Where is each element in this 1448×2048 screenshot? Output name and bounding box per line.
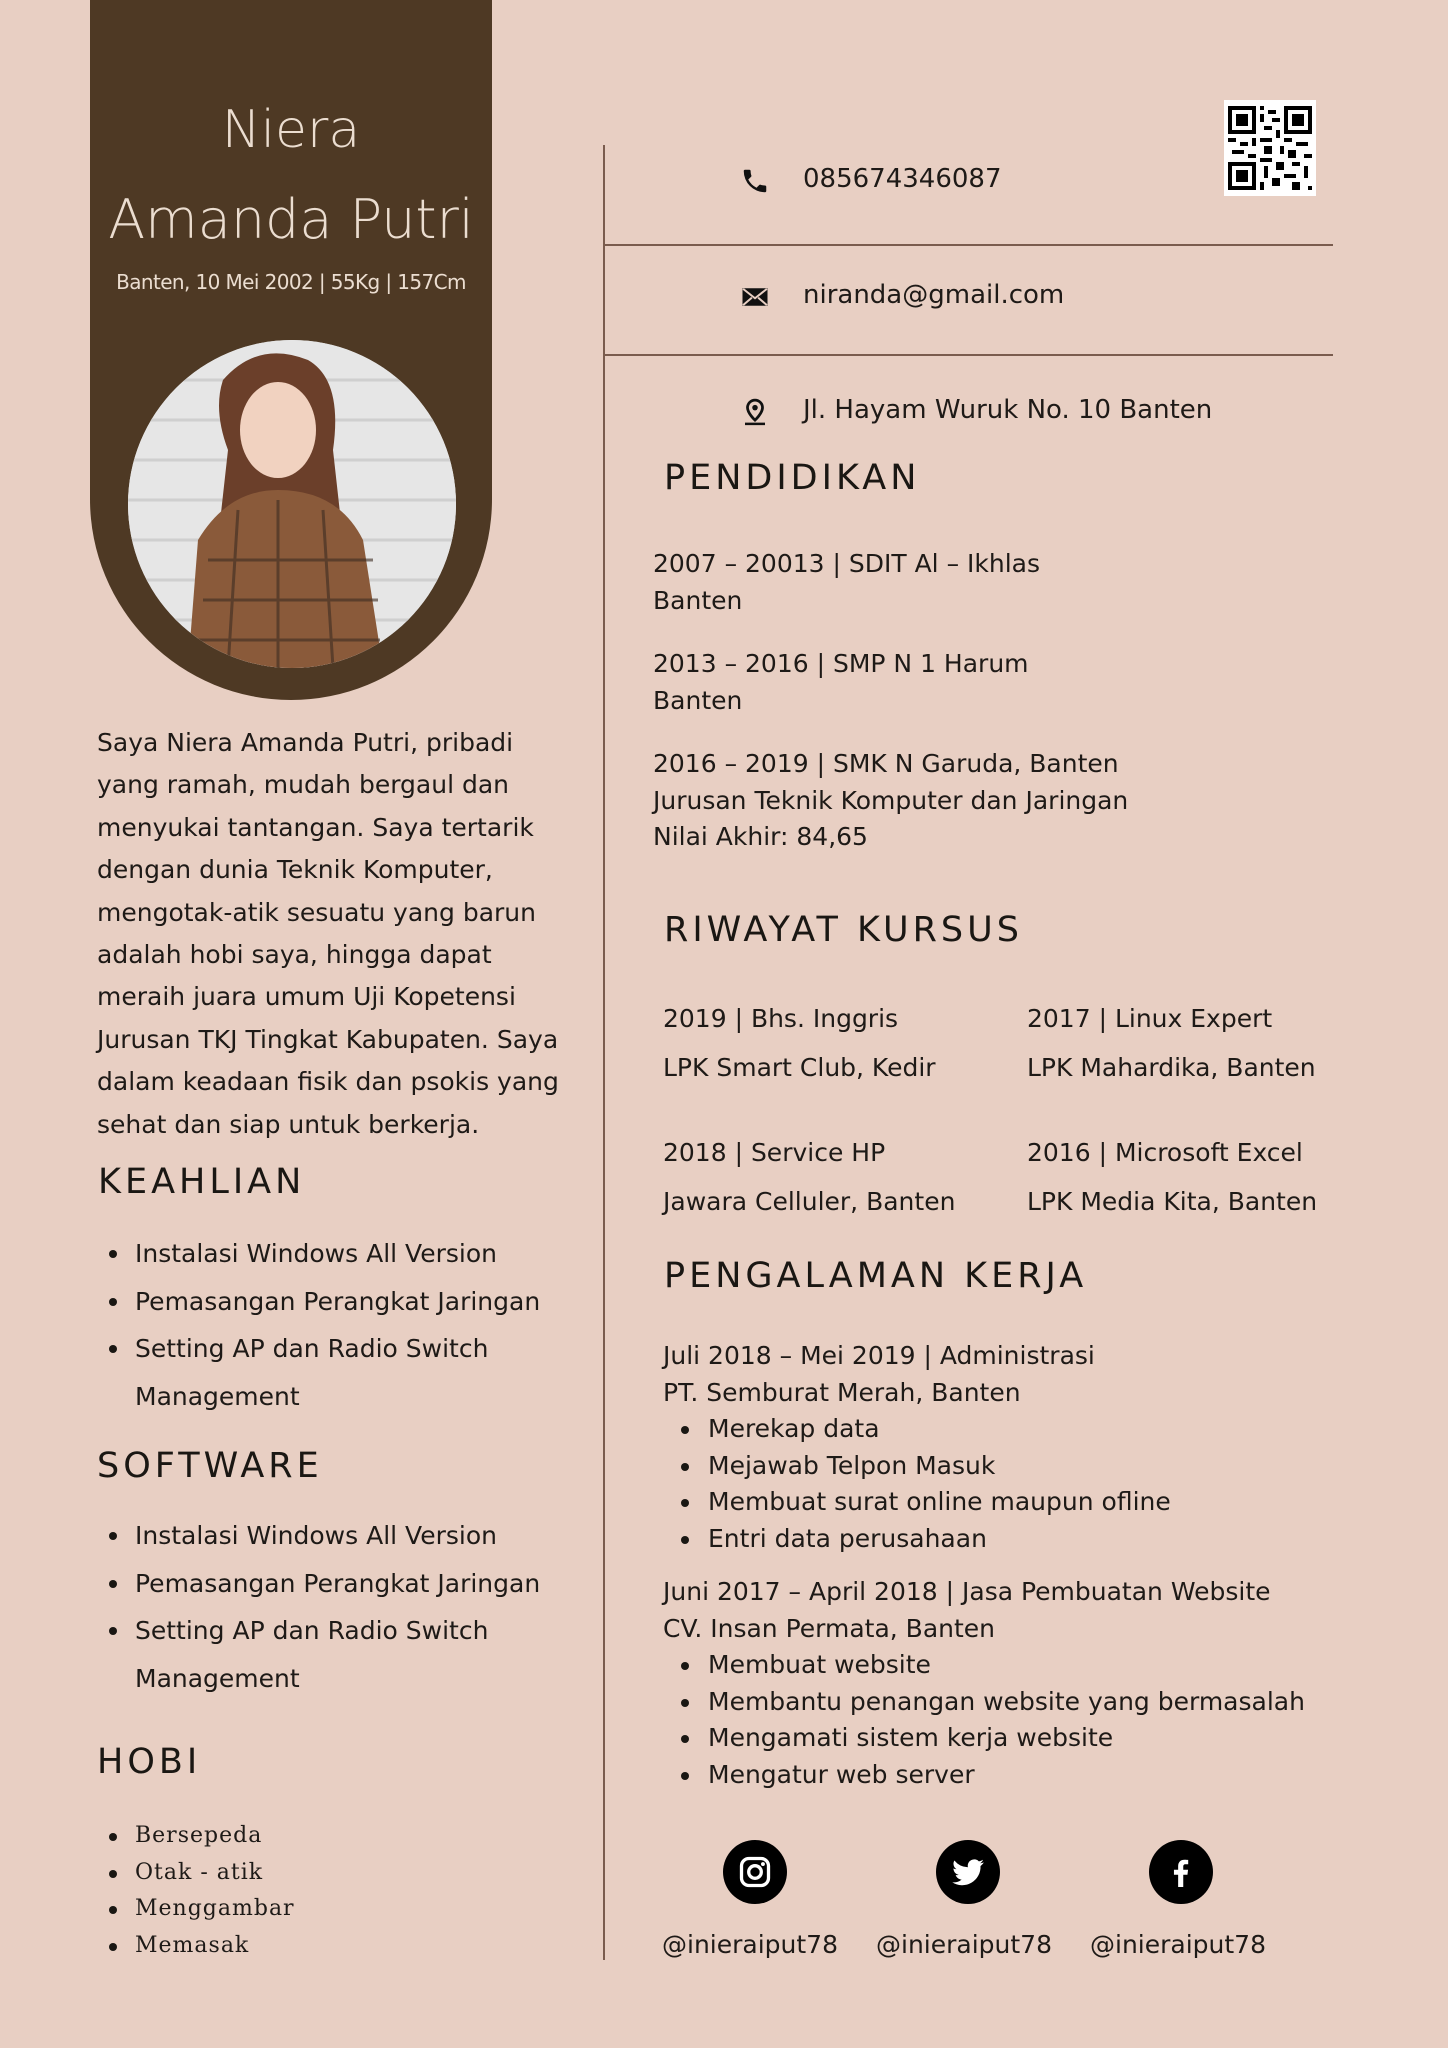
contact-divider <box>605 354 1333 356</box>
job-entry <box>663 1574 1343 1793</box>
job-entry <box>663 1338 1343 1557</box>
first-name: Niera <box>221 100 361 160</box>
pendidikan-heading: PENDIDIKAN <box>664 458 921 498</box>
location-pin-icon <box>740 397 770 427</box>
profile-summary: Saya Niera Amanda Putri, pribadi yang ramah, mudah bergaul dan menyukai tantangan. Saya tertarik dengan dunia Teknik Komputer, mengotak-atik sesuatu yang barun adalah hobi saya, hingga dapat meraih juara umum Uji Kopetensi Jurusan TKJ Tingkat Kabupaten. Saya dalam keadaan fisik dan psokis yang sehat dan siap untuk berkerja. <box>97 728 559 1139</box>
list-item: Pemasangan Perangkat Jaringan <box>97 1278 577 1326</box>
last-name: Amanda Putri <box>108 188 474 251</box>
list-item: Memasak <box>97 1928 497 1965</box>
envelope-icon <box>740 282 770 312</box>
job-task-list <box>663 1411 1343 1557</box>
facebook-handle[interactable]: @inieraiput78 <box>1090 1930 1266 1959</box>
course-entry <box>663 1128 955 1226</box>
course-entry <box>1027 994 1316 1092</box>
list-item: Otak - atik <box>97 1855 497 1892</box>
software-list <box>97 1512 577 1702</box>
keahlian-heading: KEAHLIAN <box>98 1162 306 1202</box>
list-item: Membuat website <box>663 1647 1343 1684</box>
list-item: Membantu penangan website yang bermasalah <box>663 1684 1343 1721</box>
list-item: Mengamati sistem kerja website <box>663 1720 1343 1757</box>
twitter-handle[interactable]: @inieraiput78 <box>876 1930 1052 1959</box>
course-entry <box>1027 1128 1317 1226</box>
education-entry <box>653 646 1029 719</box>
kursus-heading: RIWAYAT KURSUS <box>664 910 1023 950</box>
list-item: Instalasi Windows All Version <box>97 1512 577 1560</box>
list-item: Pemasangan Perangkat Jaringan <box>97 1560 577 1608</box>
education-grade: Nilai Akhir: 84,65 <box>653 822 868 851</box>
education-entry <box>653 546 1040 619</box>
education-detail: Banten <box>653 585 743 615</box>
contact-divider <box>605 244 1333 246</box>
vertical-divider <box>603 145 605 1960</box>
phone-number: 085674346087 <box>803 164 1002 194</box>
kerja-heading: PENGALAMAN KERJA <box>664 1256 1088 1296</box>
phone-icon <box>740 166 770 196</box>
software-heading: SOFTWARE <box>97 1446 323 1486</box>
twitter-icon[interactable] <box>936 1840 1000 1904</box>
email-address: niranda@gmail.com <box>803 280 1065 310</box>
list-item: Merekap data <box>663 1411 1343 1448</box>
education-title: 2013 – 2016 | SMP N 1 Harum <box>653 649 1029 678</box>
education-title: 2016 – 2019 | SMK N Garuda, Banten <box>653 749 1119 778</box>
portrait-illustration <box>128 340 456 668</box>
list-item: Setting AP dan Radio Switch Management <box>97 1607 577 1702</box>
course-place: LPK Media Kita, Banten <box>1027 1187 1318 1216</box>
course-title: 2017 | Linux Expert <box>1027 1004 1273 1033</box>
instagram-icon[interactable] <box>723 1840 787 1904</box>
facebook-icon[interactable] <box>1149 1840 1213 1904</box>
hobi-heading: HOBI <box>97 1742 202 1782</box>
list-item: Mejawab Telpon Masuk <box>663 1448 1343 1485</box>
instagram-handle[interactable]: @inieraiput78 <box>662 1930 838 1959</box>
job-company: PT. Semburat Merah, Banten <box>663 1377 1021 1407</box>
job-task-list <box>663 1647 1343 1793</box>
list-item: Membuat surat online maupun ofline <box>663 1484 1343 1521</box>
job-company: CV. Insan Permata, Banten <box>663 1613 996 1643</box>
keahlian-list <box>97 1230 577 1420</box>
list-item: Bersepeda <box>97 1818 497 1855</box>
course-place: LPK Smart Club, Kedir <box>663 1053 936 1082</box>
address: Jl. Hayam Wuruk No. 10 Banten <box>803 395 1213 425</box>
course-title: 2016 | Microsoft Excel <box>1027 1138 1303 1167</box>
job-title: Juni 2017 – April 2018 | Jasa Pembuatan Website <box>663 1577 1271 1606</box>
education-detail: Banten <box>653 685 743 715</box>
list-item: Mengatur web server <box>663 1757 1343 1794</box>
list-item: Entri data perusahaan <box>663 1521 1343 1558</box>
course-title: 2019 | Bhs. Inggris <box>663 1004 899 1033</box>
education-title: 2007 – 20013 | SDIT Al – Ikhlas <box>653 549 1040 578</box>
list-item: Setting AP dan Radio Switch Management <box>97 1325 577 1420</box>
course-place: LPK Mahardika, Banten <box>1027 1053 1316 1082</box>
qr-code <box>1224 100 1316 196</box>
education-entry <box>653 746 1128 856</box>
hobi-list <box>97 1818 497 1964</box>
education-detail: Jurusan Teknik Komputer dan Jaringan <box>653 785 1129 815</box>
bio-line: Banten, 10 Mei 2002 | 55Kg | 157Cm <box>116 270 466 294</box>
course-title: 2018 | Service HP <box>663 1138 886 1167</box>
list-item: Instalasi Windows All Version <box>97 1230 577 1278</box>
course-entry <box>663 994 936 1092</box>
job-title: Juli 2018 – Mei 2019 | Administrasi <box>663 1341 1095 1370</box>
list-item: Menggambar <box>97 1891 497 1928</box>
course-place: Jawara Celluler, Banten <box>663 1187 956 1216</box>
profile-photo <box>128 340 456 668</box>
